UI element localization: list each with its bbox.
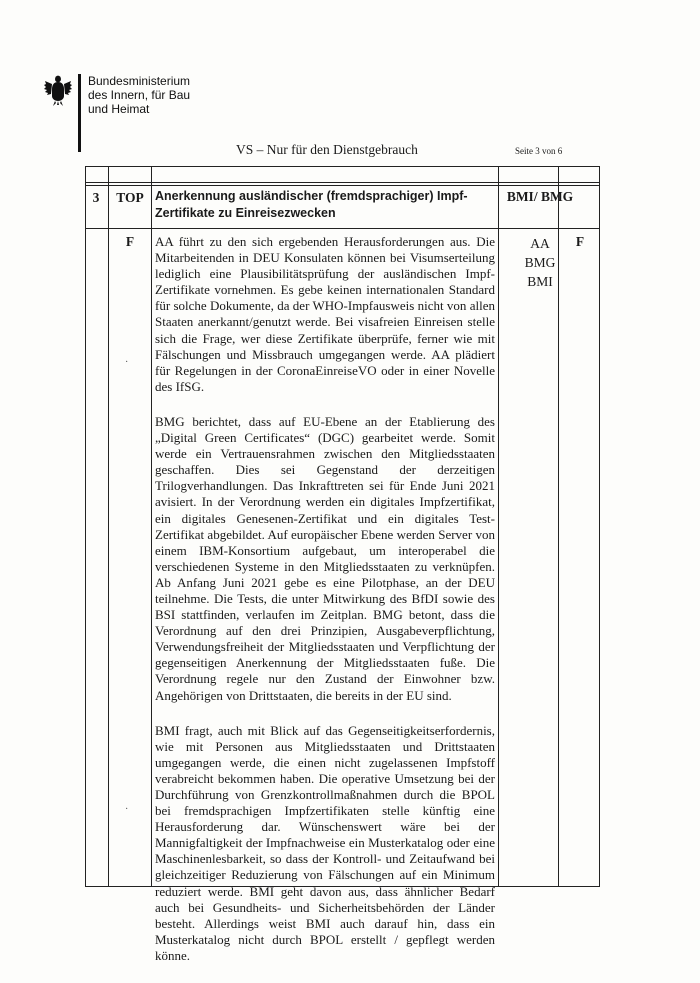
responsible-bmi: BMI [527,274,553,289]
item-responsible: BMI/ BMG [506,189,574,204]
margin-dot: · [125,804,129,815]
federal-eagle-icon [44,74,72,106]
table-header-border [85,182,600,183]
table-top-border [85,166,600,167]
paragraph-bmg: BMG berichtet, dass auf EU-Ebene an der Etablierung des „Digital Green Certificates“ (DGC) gearbeitet werde. Somit werde ein Vertrauensrahmen zwischen den Mitgliedsstaaten geschaffen. Dies sei Gegenstand der derzeitigen Trilogverhandlungen. Das Inkrafttreten sei für Ende Juni 2021 avisiert. In der Verordnung werden ein digitales Impfzertifikat, ein digitales Genesenen-Zertifikat und ein digitales Test-Zertifikat abgebildet. Auf europäischer Ebene werden Server von einem IBM-Konsortium aufgebaut, um interoperabel die verschiedenen Systeme in den Mitgliedsstaaten zu verknüpfen. Ab Anfang Juni 2021 gebe es eine Pilotphase, an der DEU teilnehme. Die Tests, die unter Mitwirkung des BfDI sowie des BSI stattfinden, verlaufen im Zeitplan. BMG betont, dass die Verordnung auf den drei Prinzipien, Ausgabeverpflichtung, Verwendungsfreiheit der Mitgliedsstaaten und Verpflichtung der gegenseitigen Anerkennung der Mitgliedsstaaten fuße. Die Verordnung regele nur den Zustand der Einwohner bzw. Angehörigen von Drittstaaten, die bereits in der EU sind. [155,413,495,703]
column-divider-3 [498,166,499,887]
marker-left: F [125,234,135,249]
column-divider-1 [108,166,109,887]
ministry-line-1: Bundesministerium [88,74,191,88]
logo-divider-bar [78,74,81,152]
paragraph-bmi: BMI fragt, auch mit Blick auf das Gegenseitigkeitserfordernis, wie mit Personen aus Mitgliedsstaaten und Drittstaaten umgegangen werde, die einen nicht zugelassenen Impfstoff verabreicht bekommen haben. Die operative Umsetzung bei der Durchführung von Grenzkontrollmaßnahmen durch die BPOL bei fremdsprachigen Impfzertifikaten stelle künftig eine Herausforderung dar. Wünschenswert wäre bei der Mannigfaltigkeit der Impfnachweise ein Musterkatalog oder eine Maschinenlesbarkeit, so dass der Kontroll- und Zeitaufwand bei gleichzeitiger Reduzierung von Fälschungen auf ein Minimum reduziert werde. BMI geht davon aus, dass ähnlicher Bedarf auch bei Gesundheits- und Sicherheitsbehörden der Länder besteht. Allerdings weist BMI auch darauf hin, dass ein Musterkatalog nicht durch BPOL erstellt / gepflegt werden könne. [155,722,495,963]
table-title-row-border [85,228,600,229]
column-divider-2 [151,166,152,887]
ministry-line-2: des Innern, für Bau [88,88,191,102]
ministry-line-3: und Heimat [88,102,150,116]
responsible-aa: AA [530,236,550,251]
item-type: TOP [116,190,144,205]
table-left-border [85,166,86,887]
margin-dot: · [125,357,129,368]
table-right-border [599,166,600,887]
item-title: Anerkennung ausländischer (fremdsprachiger) Impf-Zertifikate zu Einreisezwecken [155,189,468,220]
page-number: Seite 3 von 6 [515,146,563,156]
marker-right: F [575,234,585,249]
paragraph-aa: AA führt zu den sich ergebenden Herausforderungen aus. Die Mitarbeitenden in DEU Konsulaten können bei Visumserteilung lediglich eine Plausibilitätsprüfung der ausländischen Impf-Zertifikate vornehmen. Es gebe keinen internationalen Standard für solche Dokumente, da der WHO-Impfausweis nicht von allen Staaten anerkannt/genutzt werde. Bei visafreien Einreisen stelle sich die Frage, wer diese Zertifikate überprüfe, ferner wie mit Fälschungen und Missbrauch umgegangen werde. AA plädiert für Regelungen in der CoronaEinreiseVO oder in einer Novelle des IfSG. [155,234,495,394]
agenda-table [85,166,600,963]
responsible-bmg: BMG [524,255,556,270]
ministry-name [88,74,190,116]
item-number: 3 [92,190,100,205]
responsible-list [500,234,580,291]
item-body [155,234,495,964]
classification-label: VS – Nur für den Dienstgebrauch [236,142,418,157]
table-header-border-double [85,185,600,186]
